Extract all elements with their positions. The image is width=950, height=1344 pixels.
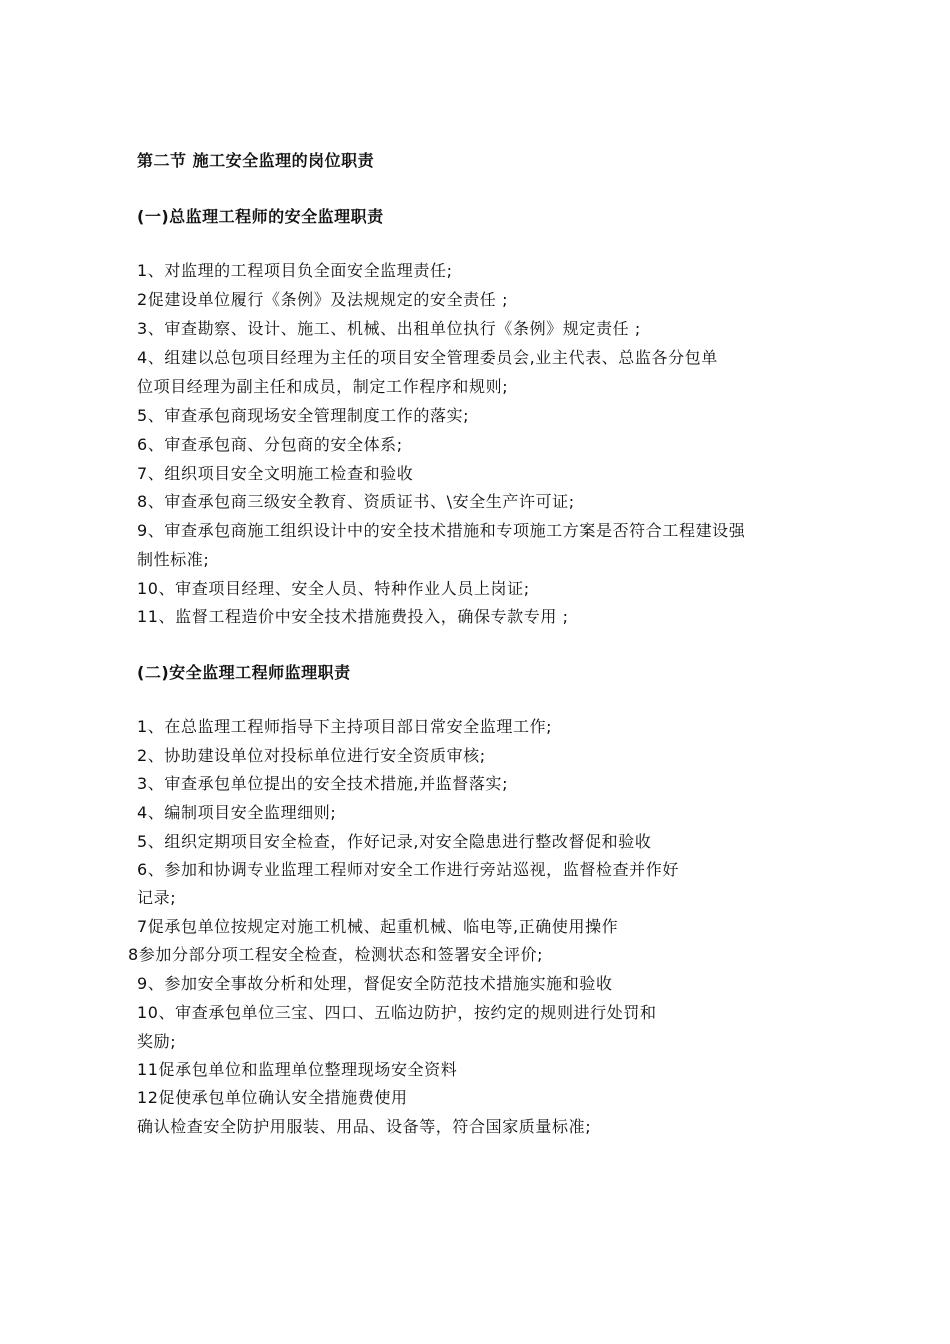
part2-line-14: 12促使承包单位确认安全措施费使用 — [137, 1088, 408, 1107]
part2-line-13: 11促承包单位和监理单位整理现场安全资料 — [137, 1060, 458, 1079]
part1-line-11: 制性标准; — [137, 550, 210, 569]
part2-line-5: 5、组织定期项目安全检查，作好记录,对安全隐患进行整改督促和验收 — [137, 832, 652, 851]
part2-line-12: 奖励; — [137, 1032, 177, 1051]
part1-line-1: 1、对监理的工程项目负全面安全监理责任; — [137, 261, 453, 280]
part1-line-7: 6、审查承包商、分包商的安全体系; — [137, 435, 403, 454]
part1-line-13: 11、监督工程造价中安全技术措施费投入，确保专款专用 ; — [137, 607, 569, 626]
part1-line-12: 10、审查项目经理、安全人员、特种作业人员上岗证; — [137, 579, 530, 598]
part2-heading: (二)安全监理工程师监理职责 — [137, 663, 351, 682]
part2-line-11: 10、审查承包单位三宝、四口、五临边防护，按约定的规则进行处罚和 — [137, 1003, 657, 1022]
part2-line-2: 2、协助建设单位对投标单位进行安全资质审核; — [137, 746, 486, 765]
part1-line-5: 位项目经理为副主任和成员，制定工作程序和规则; — [137, 377, 509, 396]
part2-line-15: 确认检查安全防护用服装、用品、设备等，符合国家质量标准; — [137, 1117, 592, 1136]
part1-line-6: 5、审查承包商现场安全管理制度工作的落实; — [137, 406, 470, 425]
part1-line-3: 3、审查勘察、设计、施工、机械、出租单位执行《条例》规定责任 ; — [137, 319, 641, 338]
part2-line-9: 8参加分部分项工程安全检查，检测状态和签署安全评价; — [128, 945, 544, 964]
part1-line-8: 7、组织项目安全文明施工检查和验收 — [137, 464, 414, 483]
part2-line-6: 6、参加和协调专业监理工程师对安全工作进行旁站巡视，监督检查并作好 — [137, 860, 679, 879]
part2-line-10: 9、参加安全事故分析和处理，督促安全防范技术措施实施和验收 — [137, 974, 613, 993]
section-title: 第二节 施工安全监理的岗位职责 — [137, 151, 375, 170]
part1-line-9: 8、审查承包商三级安全教育、资质证书、\安全生产许可证; — [137, 492, 575, 511]
part2-line-7: 记录; — [137, 888, 177, 907]
part1-heading: (一)总监理工程师的安全监理职责 — [137, 207, 384, 226]
part1-line-4: 4、组建以总包项目经理为主任的项目安全管理委员会,业主代表、总监各分包单 — [137, 348, 718, 367]
part2-line-1: 1、在总监理工程师指导下主持项目部日常安全监理工作; — [137, 717, 553, 736]
part2-line-4: 4、编制项目安全监理细则; — [137, 803, 337, 822]
part2-line-3: 3、审查承包单位提出的安全技术措施,并监督落实; — [137, 774, 509, 793]
part1-line-10: 9、审查承包商施工组织设计中的安全技术措施和专项施工方案是否符合工程建设强 — [137, 521, 746, 540]
part2-line-8: 7促承包单位按规定对施工机械、起重机械、临电等,正确使用操作 — [137, 917, 619, 936]
part1-line-2: 2促建设单位履行《条例》及法规规定的安全责任 ; — [137, 290, 509, 309]
